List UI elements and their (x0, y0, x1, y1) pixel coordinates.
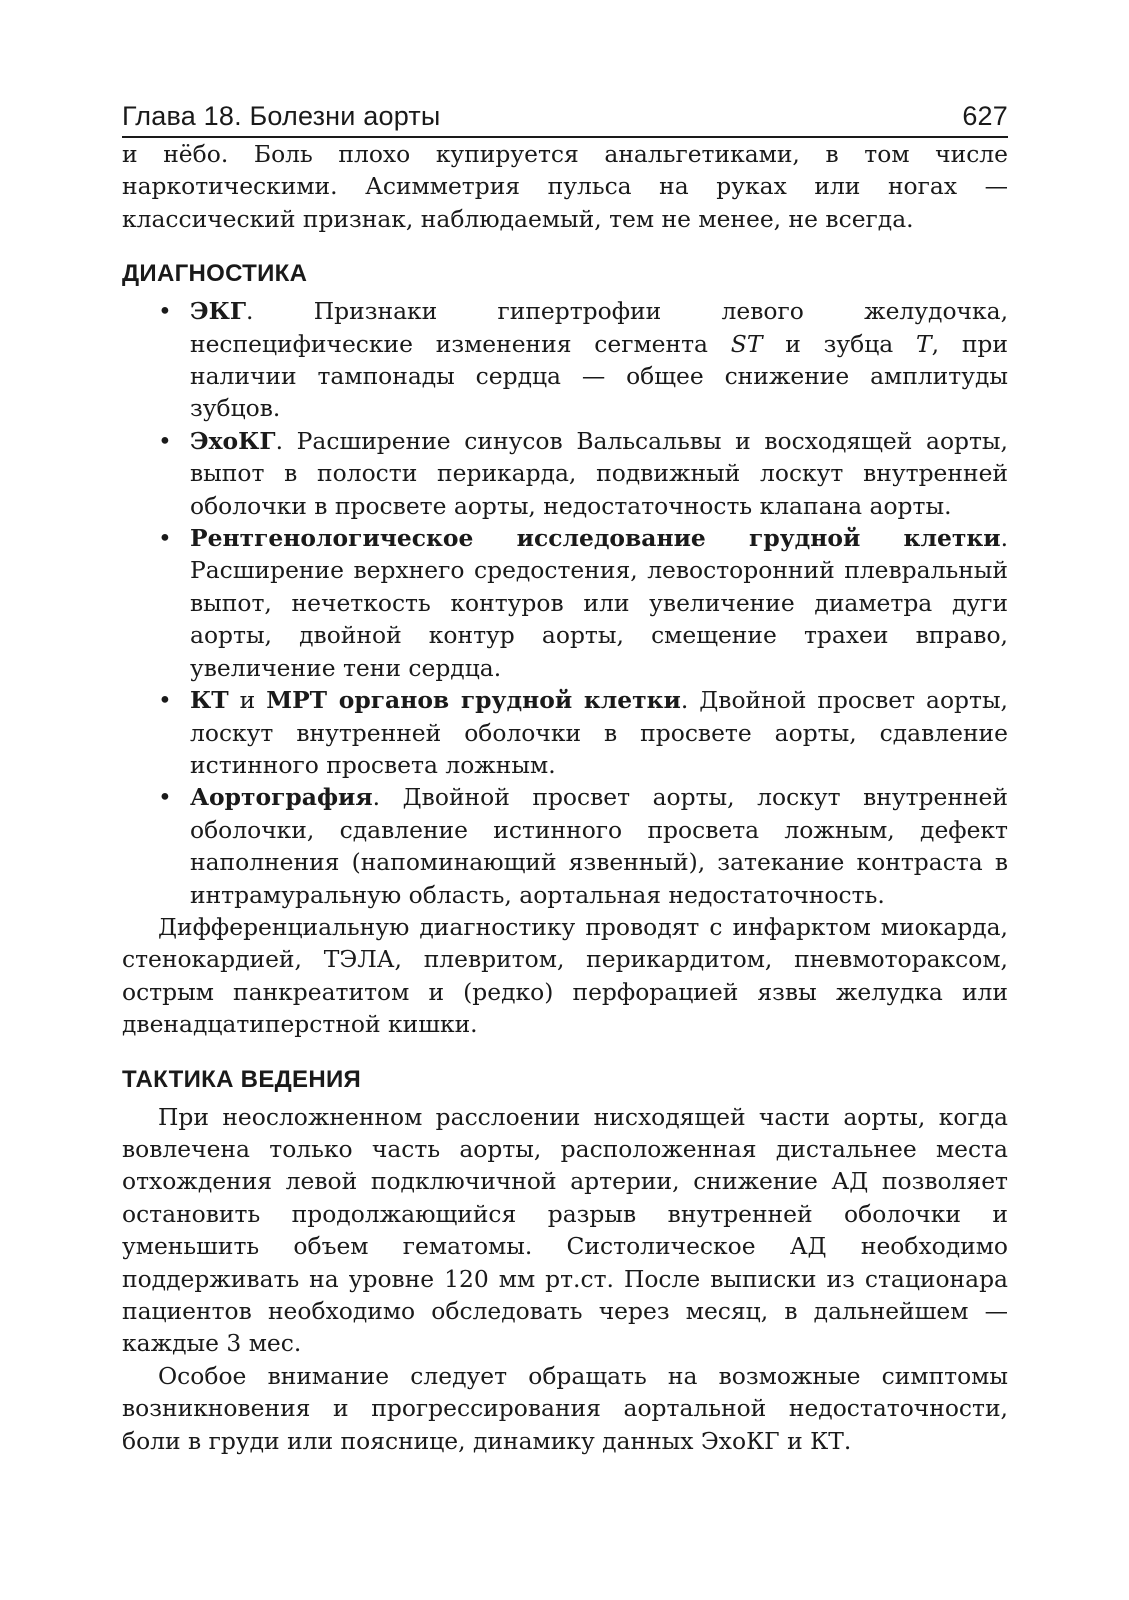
list-item-xray (158, 522, 1008, 684)
management-paragraph: При неосложненном расслоении нисходящей части аорты, когда вовлечена только часть аорты, расположенная дистальнее места отхождения левой подключичной артерии, снижение АД позволяет остановить продолжающийся разрыв внутренней оболочки и уменьшить объем гематомы. Систолическое АД необходимо поддерживать на уровне 120 мм рт.ст. После выписки из стационара пациентов необходимо обследовать через месяц, в дальнейшем — каждые 3 мес. (122, 1102, 1008, 1358)
diagnostics-list (122, 295, 1008, 911)
chapter-title: Глава 18. Болезни аорты (122, 101, 441, 131)
list-item-ct-mri (158, 684, 1008, 781)
list-item-ecg (158, 295, 1008, 425)
running-header (122, 100, 1008, 138)
italic-t: T (916, 329, 932, 358)
item-text: и зубца (762, 329, 916, 358)
book-page (122, 100, 1008, 1457)
term-ecg: ЭКГ (190, 297, 247, 326)
term-mri: МРТ органов грудной клетки (266, 686, 681, 715)
term-aortography: Аортография (190, 783, 373, 812)
management-paragraph: Особое внимание следует обращать на возможные симптомы возникновения и прогрессирования аортальной недостаточности, боли в груди или пояснице, динамику данных ЭхоКГ и КТ. (122, 1361, 1008, 1455)
section-heading-management: ТАКТИКА ВЕДЕНИЯ (122, 1065, 362, 1093)
page-body (122, 138, 1008, 1457)
italic-st: ST (730, 329, 763, 358)
list-item-aortography (158, 781, 1008, 911)
list-item-echo (158, 425, 1008, 522)
bullet-marker: • (158, 686, 172, 715)
term-ct: КТ (190, 686, 229, 715)
bullet-marker: • (158, 426, 172, 455)
term-connector: и (228, 686, 267, 715)
item-text: . Расширение синусов Вальсальвы и восходящей аорты, выпот в полости перикарда, подвижный лоскут внутренней оболочки в просвете аорты, недостаточность клапана аорты. (190, 426, 1008, 520)
intro-paragraph: и нёбо. Боль плохо купируется анальгетиками, в том числе наркотическими. Асимметрия пульса на руках или ногах — классический признак, наблюдаемый, тем не менее, не всегда. (122, 140, 1008, 233)
bullet-marker: • (158, 297, 172, 326)
item-text: , при наличии тампонады сердца — общее снижение амплитуды зубцов. (190, 329, 1008, 423)
term-echo: ЭхоКГ (190, 426, 276, 455)
differential-paragraph: Дифференциальную диагностику проводят с инфарктом миокарда, стенокардией, ТЭЛА, плевритом, перикардитом, пневмотораксом, острым панкреатитом и (редко) перфорацией язвы желудка или двенадцатиперстной кишки. (122, 912, 1008, 1039)
page-number: 627 (962, 101, 1008, 131)
bullet-marker: • (158, 524, 172, 553)
bullet-marker: • (158, 783, 172, 812)
item-text: . Признаки гипертрофии левого желудочка, неспецифические изменения сегмента (190, 297, 1008, 358)
section-heading-diagnostics: ДИАГНОСТИКА (122, 260, 308, 288)
term-xray: Рентгенологическое исследование грудной клетки (190, 524, 1001, 553)
item-text: . Расширение верхнего средостения, левосторонний плевральный выпот, нечеткость контуров или увеличение диаметра дуги аорты, двойной контур аорты, смещение трахеи вправо, увеличение тени сердца. (190, 524, 1008, 682)
item-text: . Двойной просвет аорты, лоскут внутренней оболочки, сдавление истинного просвета ложным, дефект наполнения (напоминающий язвенный), затекание контраста в интрамуральную область, аортальная недостаточность. (190, 783, 1008, 909)
item-text: . Двойной просвет аорты, лоскут внутренней оболочки в просвете аорты, сдавление истинного просвета ложным. (190, 686, 1008, 779)
